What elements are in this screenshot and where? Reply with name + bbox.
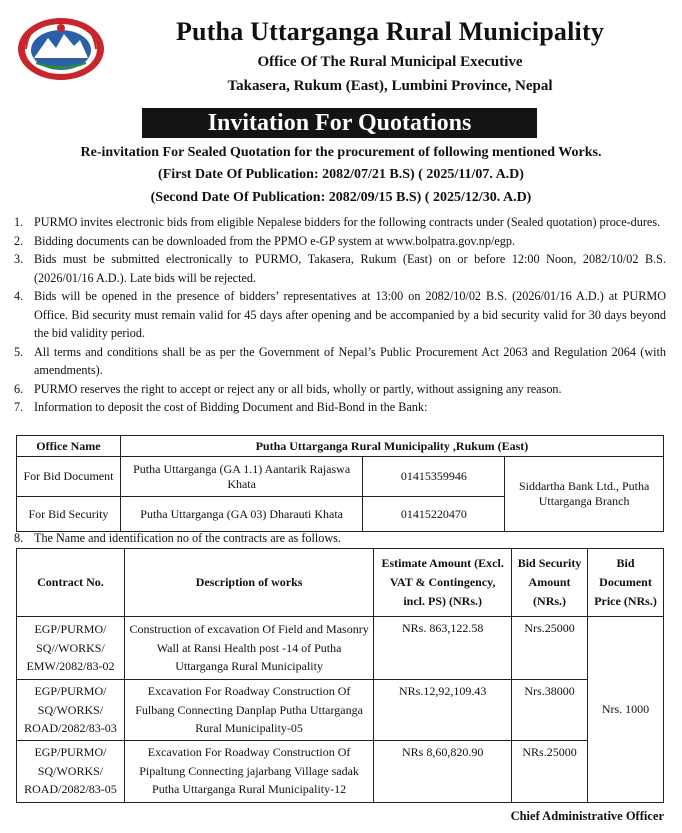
office-name-header: Office Name — [17, 436, 121, 457]
municipality-emblem-icon — [16, 16, 106, 82]
table-row — [17, 457, 664, 497]
list-item: 5. All terms and conditions shall be as per the Government of Nepal’s Public Procurement Act 2063 and Regulation 2064 (with amendments). — [14, 344, 666, 377]
notice-banner: Invitation For Quotations — [142, 108, 537, 138]
municipality-title: Putha Uttarganga Rural Municipality — [175, 17, 605, 46]
table-row — [17, 436, 664, 457]
list-item: 7. Information to deposit the cost of Bidding Document and Bid-Bond in the Bank: — [14, 400, 428, 414]
bid-security-cell: Nrs.25000 — [512, 617, 588, 680]
doc-price-cell: Nrs. 1000 — [588, 617, 664, 803]
contract-no-cell: EGP/PURMO/ SQ/WORKS/ ROAD/2082/83-05 — [17, 740, 125, 802]
office-address: Takasera, Rukum (East), Lumbini Province, Nepal — [227, 78, 553, 94]
list-item: 4. Bids will be opened in the presence of bidders’ representatives at 13:00 on 2082/10/02 B.S. (2026/01/16 A.D.) at PURMO Office. Bid security must remain valid for 45 days after opening and be accompanied by a bid security valid for 30 days beyond the bid validity period. — [14, 289, 666, 340]
list-item: 2. Bidding documents can be downloaded from the PPMO e-GP system at www.bolpatra.gov.np/egp. — [14, 233, 515, 248]
estimate-cell: NRs. 863,122.58 — [374, 617, 512, 680]
purpose-cell: For Bid Security — [17, 497, 121, 532]
signatory-title: Chief Administrative Officer — [510, 809, 664, 823]
estimate-cell: NRs.12,92,109.43 — [374, 680, 512, 741]
contracts-table — [16, 548, 664, 803]
description-header: Description of works — [124, 549, 373, 617]
table-row — [17, 680, 664, 741]
description-cell: Construction of excavation Of Field and Masonry Wall at Ransi Health post -14 of Putha Uttarganga Rural Municipality — [124, 617, 373, 680]
account-number-cell: 01415220470 — [363, 497, 505, 532]
instruction-list — [14, 213, 666, 417]
list-item: 3. Bids must be submitted electronically to PURMO, Takasera, Rukum (East) on or before 12:00 Noon, 2082/10/02 B.S. (2026/01/16 A.D.). Late bids will be rejected. — [14, 252, 666, 285]
bid-security-header: Bid Security Amount (NRs.) — [512, 549, 588, 617]
contract-no-header: Contract No. — [17, 549, 125, 617]
bank-deposit-table — [16, 435, 664, 532]
contracts-intro — [14, 529, 666, 548]
reinvitation-line: Re-invitation For Sealed Quotation for the procurement of following mentioned Works. — [80, 145, 602, 160]
first-publication-date: (First Date Of Publication: 2082/07/21 B.S) ( 2025/11/07. A.D) — [158, 167, 524, 182]
bank-name-cell: Siddartha Bank Ltd., Putha Uttarganga Branch — [505, 457, 664, 532]
list-item: 6. PURMO reserves the right to accept or reject any or all bids, wholly or partly, without assigning any reason. — [14, 381, 562, 396]
second-publication-date: (Second Date Of Publication: 2082/09/15 B.S) ( 2025/12/30. A.D) — [150, 190, 532, 205]
office-name-value: Putha Uttarganga Rural Municipality ,Rukum (East) — [120, 436, 663, 457]
office-subtitle: Office Of The Rural Municipal Executive — [257, 54, 523, 70]
account-number-cell: 01415359946 — [363, 457, 505, 497]
contract-no-cell: EGP/PURMO/ SQ/WORKS/ ROAD/2082/83-03 — [17, 680, 125, 741]
table-row — [17, 549, 664, 617]
description-cell: Excavation For Roadway Construction Of Fulbang Connecting Danplap Putha Uttarganga Rural Municipality-05 — [124, 680, 373, 741]
list-item: 1. PURMO invites electronic bids from eligible Nepalese bidders for the following contracts under (Sealed quotation) proce-dures. — [14, 215, 661, 229]
doc-price-header: Bid Document Price (NRs.) — [588, 549, 664, 617]
table-row — [17, 617, 664, 680]
table-row — [17, 740, 664, 802]
account-name-cell: Putha Uttarganga (GA 03) Dharauti Khata — [120, 497, 363, 532]
estimate-header: Estimate Amount (Excl. VAT & Contingency, incl. PS) (NRs.) — [374, 549, 512, 617]
bid-security-cell: NRs.25000 — [512, 740, 588, 802]
list-item: 8. The Name and identification no of the contracts are as follows. — [14, 531, 341, 545]
purpose-cell: For Bid Document — [17, 457, 121, 497]
account-name-cell: Putha Uttarganga (GA 1.1) Aantarik Rajaswa Khata — [120, 457, 363, 497]
bid-security-cell: Nrs.38000 — [512, 680, 588, 741]
description-cell: Excavation For Roadway Construction Of Pipaltung Connecting jajarbang Village sadak Putha Uttarganga Rural Municipality-12 — [124, 740, 373, 802]
contract-no-cell: EGP/PURMO/ SQ//WORKS/ EMW/2082/83-02 — [17, 617, 125, 680]
estimate-cell: NRs 8,60,820.90 — [374, 740, 512, 802]
